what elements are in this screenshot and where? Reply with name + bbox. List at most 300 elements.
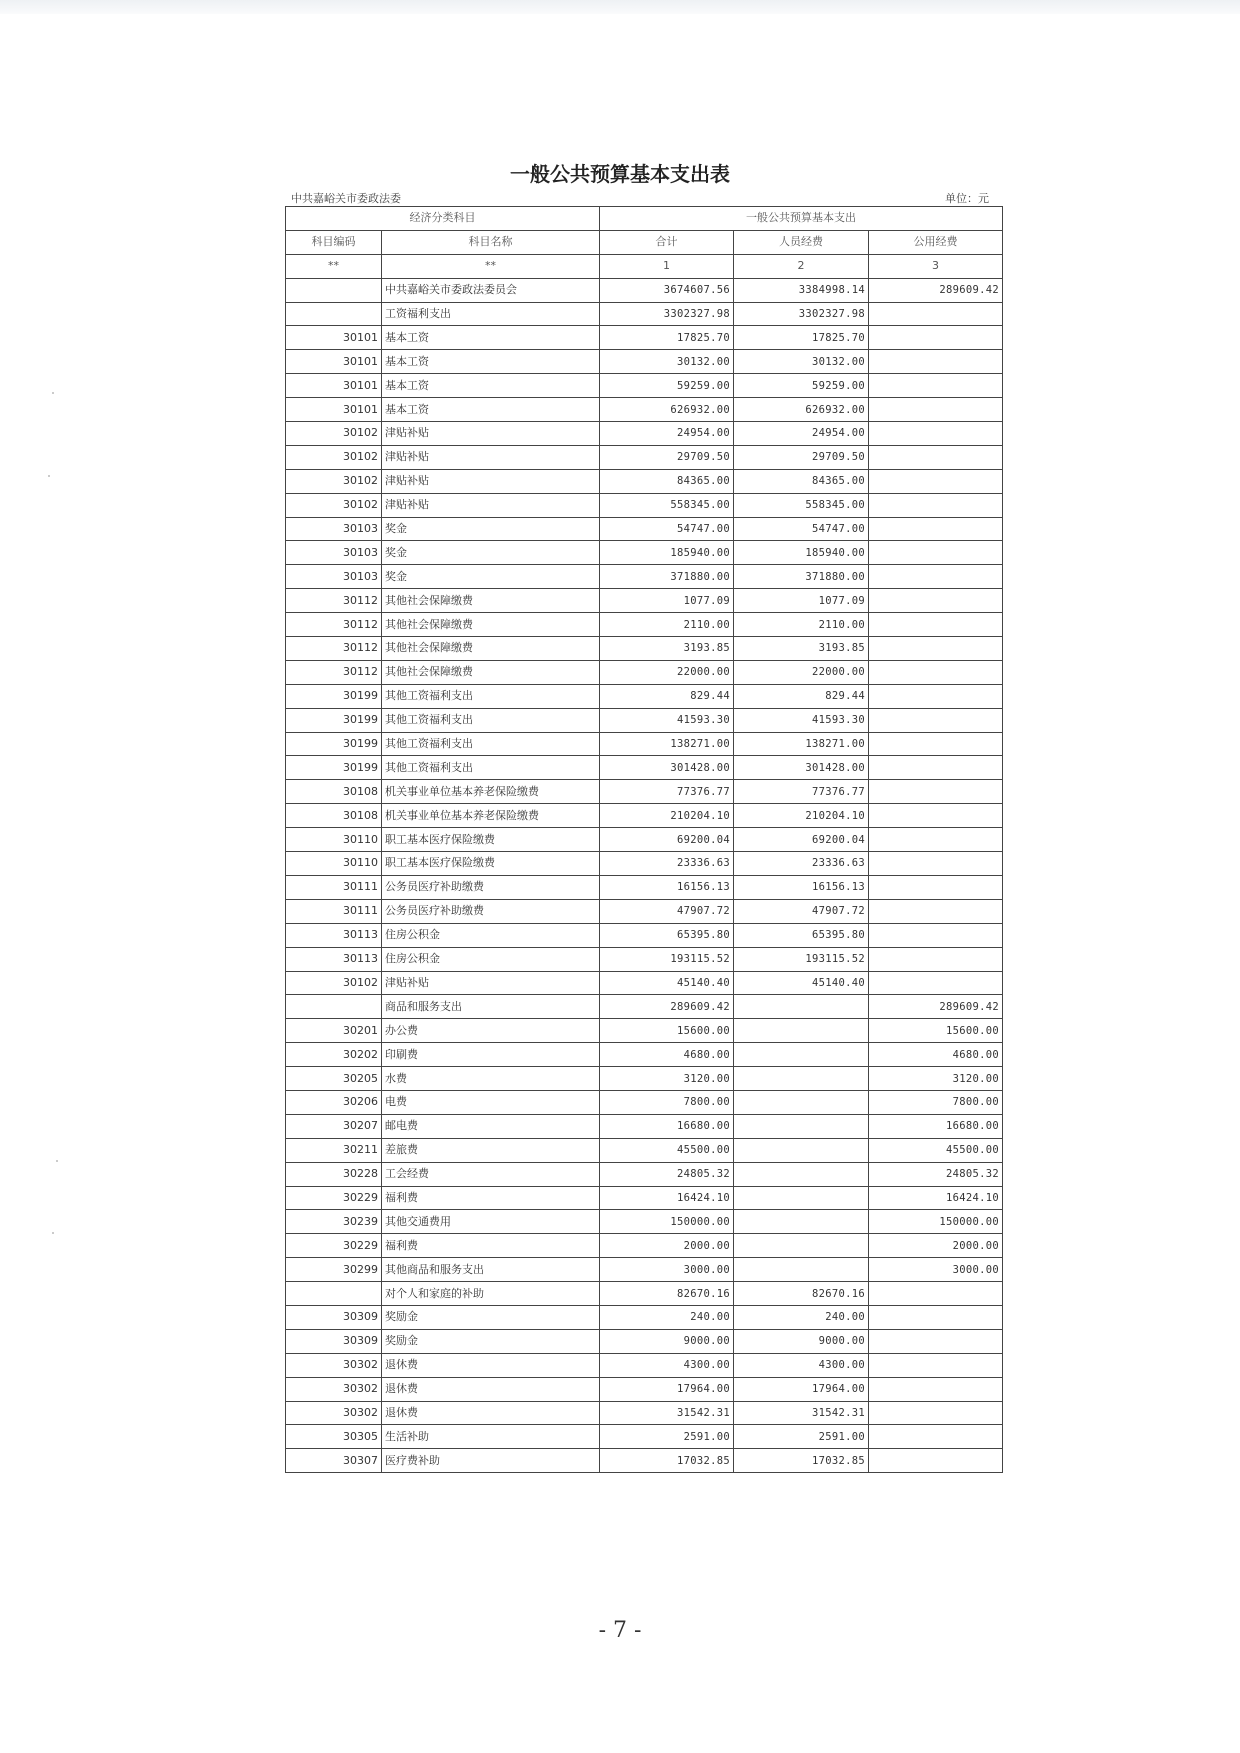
row-code: 30112	[286, 613, 382, 637]
row-code: 30113	[286, 947, 382, 971]
row-total: 54747.00	[600, 517, 734, 541]
row-public: 24805.32	[869, 1162, 1003, 1186]
row-code: 30299	[286, 1258, 382, 1282]
row-public	[869, 732, 1003, 756]
row-total: 210204.10	[600, 804, 734, 828]
header-row-group	[286, 207, 1003, 231]
row-public	[869, 565, 1003, 589]
row-public	[869, 589, 1003, 613]
index-total: 1	[600, 254, 734, 278]
scan-edge	[0, 0, 1240, 14]
row-personnel: 558345.00	[734, 493, 869, 517]
row-code: 30229	[286, 1186, 382, 1210]
row-total: 371880.00	[600, 565, 734, 589]
row-code: 30110	[286, 828, 382, 852]
row-name: 津贴补贴	[382, 971, 600, 995]
row-personnel: 16156.13	[734, 875, 869, 899]
row-code: 30101	[286, 326, 382, 350]
row-code: 30309	[286, 1329, 382, 1353]
header-general-budget: 一般公共预算基本支出	[600, 207, 1003, 231]
row-personnel: 138271.00	[734, 732, 869, 756]
row-name: 其他工资福利支出	[382, 708, 600, 732]
row-name: 对个人和家庭的补助	[382, 1282, 600, 1306]
row-total: 193115.52	[600, 947, 734, 971]
row-public	[869, 756, 1003, 780]
row-total: 29709.50	[600, 445, 734, 469]
row-total: 77376.77	[600, 780, 734, 804]
table-row	[286, 708, 1003, 732]
table-row	[286, 1305, 1003, 1329]
row-code: 30302	[286, 1377, 382, 1401]
row-personnel: 77376.77	[734, 780, 869, 804]
table-row	[286, 302, 1003, 326]
row-personnel: 626932.00	[734, 398, 869, 422]
row-personnel: 22000.00	[734, 660, 869, 684]
table-row	[286, 1353, 1003, 1377]
row-public	[869, 302, 1003, 326]
row-public: 2000.00	[869, 1234, 1003, 1258]
row-name: 其他交通费用	[382, 1210, 600, 1234]
row-public	[869, 398, 1003, 422]
row-name: 公务员医疗补助缴费	[382, 899, 600, 923]
row-public	[869, 708, 1003, 732]
row-personnel: 3193.85	[734, 637, 869, 661]
row-name: 其他社会保障缴费	[382, 637, 600, 661]
table-row	[286, 422, 1003, 446]
index-name: **	[382, 254, 600, 278]
row-name: 医疗费补助	[382, 1449, 600, 1473]
row-code: 30199	[286, 756, 382, 780]
row-name: 津贴补贴	[382, 493, 600, 517]
table-row	[286, 565, 1003, 589]
row-public	[869, 684, 1003, 708]
row-total: 17032.85	[600, 1449, 734, 1473]
row-name: 奖金	[382, 517, 600, 541]
row-name: 办公费	[382, 1019, 600, 1043]
table-row	[286, 1043, 1003, 1067]
row-code: 30302	[286, 1401, 382, 1425]
row-name: 其他商品和服务支出	[382, 1258, 600, 1282]
header-personnel: 人员经费	[734, 230, 869, 254]
row-public	[869, 780, 1003, 804]
table-row	[286, 517, 1003, 541]
row-name: 公务员医疗补助缴费	[382, 875, 600, 899]
table-row	[286, 326, 1003, 350]
row-total: 4300.00	[600, 1353, 734, 1377]
row-name: 职工基本医疗保险缴费	[382, 852, 600, 876]
row-total: 16680.00	[600, 1114, 734, 1138]
row-public	[869, 1282, 1003, 1306]
row-name: 福利费	[382, 1186, 600, 1210]
row-total: 3000.00	[600, 1258, 734, 1282]
table-row	[286, 1234, 1003, 1258]
index-code: **	[286, 254, 382, 278]
row-code: 30305	[286, 1425, 382, 1449]
row-total: 24954.00	[600, 422, 734, 446]
index-personnel: 2	[734, 254, 869, 278]
table-row	[286, 637, 1003, 661]
row-code: 30228	[286, 1162, 382, 1186]
row-name: 退休费	[382, 1401, 600, 1425]
row-personnel: 31542.31	[734, 1401, 869, 1425]
table-row	[286, 852, 1003, 876]
table-body	[286, 278, 1003, 1473]
row-public: 7800.00	[869, 1090, 1003, 1114]
table-row	[286, 1067, 1003, 1091]
row-personnel: 17032.85	[734, 1449, 869, 1473]
row-personnel: 84365.00	[734, 469, 869, 493]
row-public	[869, 875, 1003, 899]
row-name: 其他社会保障缴费	[382, 613, 600, 637]
row-name: 住房公积金	[382, 923, 600, 947]
row-name: 其他工资福利支出	[382, 684, 600, 708]
row-total: 240.00	[600, 1305, 734, 1329]
row-name: 基本工资	[382, 398, 600, 422]
table-row	[286, 995, 1003, 1019]
row-personnel	[734, 1186, 869, 1210]
row-personnel: 29709.50	[734, 445, 869, 469]
row-name: 邮电费	[382, 1114, 600, 1138]
row-name: 其他社会保障缴费	[382, 589, 600, 613]
table-row	[286, 971, 1003, 995]
table-row	[286, 684, 1003, 708]
row-code: 30102	[286, 493, 382, 517]
row-total: 59259.00	[600, 374, 734, 398]
row-personnel: 17964.00	[734, 1377, 869, 1401]
row-name: 福利费	[382, 1234, 600, 1258]
row-total: 3193.85	[600, 637, 734, 661]
row-code: 30112	[286, 637, 382, 661]
scan-speck	[48, 475, 50, 477]
row-public	[869, 422, 1003, 446]
row-code: 30108	[286, 780, 382, 804]
scan-speck	[56, 1160, 58, 1162]
row-total: 829.44	[600, 684, 734, 708]
row-code: 30202	[286, 1043, 382, 1067]
row-total: 289609.42	[600, 995, 734, 1019]
row-name: 中共嘉峪关市委政法委员会	[382, 278, 600, 302]
row-public	[869, 828, 1003, 852]
row-code: 30199	[286, 708, 382, 732]
table-row	[286, 541, 1003, 565]
table-row	[286, 374, 1003, 398]
row-personnel	[734, 1258, 869, 1282]
row-code: 30101	[286, 398, 382, 422]
row-name: 生活补助	[382, 1425, 600, 1449]
row-total: 150000.00	[600, 1210, 734, 1234]
table-row	[286, 660, 1003, 684]
table-row	[286, 1019, 1003, 1043]
row-public	[869, 1449, 1003, 1473]
row-code	[286, 1282, 382, 1306]
row-personnel: 2591.00	[734, 1425, 869, 1449]
table-row	[286, 589, 1003, 613]
row-total: 45140.40	[600, 971, 734, 995]
row-name: 奖励金	[382, 1305, 600, 1329]
table-row	[286, 780, 1003, 804]
row-personnel	[734, 1114, 869, 1138]
row-public	[869, 469, 1003, 493]
row-personnel: 17825.70	[734, 326, 869, 350]
row-personnel	[734, 1162, 869, 1186]
row-name: 津贴补贴	[382, 445, 600, 469]
row-public: 3120.00	[869, 1067, 1003, 1091]
row-code: 30103	[286, 565, 382, 589]
row-total: 82670.16	[600, 1282, 734, 1306]
row-public	[869, 517, 1003, 541]
row-public: 289609.42	[869, 995, 1003, 1019]
row-code: 30307	[286, 1449, 382, 1473]
table-row	[286, 1186, 1003, 1210]
row-code: 30239	[286, 1210, 382, 1234]
row-public	[869, 1305, 1003, 1329]
row-total: 4680.00	[600, 1043, 734, 1067]
row-code: 30199	[286, 684, 382, 708]
row-code: 30108	[286, 804, 382, 828]
row-total: 9000.00	[600, 1329, 734, 1353]
row-personnel: 240.00	[734, 1305, 869, 1329]
row-personnel	[734, 1019, 869, 1043]
row-public	[869, 1377, 1003, 1401]
table-row	[286, 1138, 1003, 1162]
table-row	[286, 1401, 1003, 1425]
row-name: 基本工资	[382, 326, 600, 350]
row-public	[869, 660, 1003, 684]
row-total: 185940.00	[600, 541, 734, 565]
index-public: 3	[869, 254, 1003, 278]
row-code: 30309	[286, 1305, 382, 1329]
table-row	[286, 469, 1003, 493]
row-total: 65395.80	[600, 923, 734, 947]
table-row	[286, 875, 1003, 899]
row-personnel	[734, 1067, 869, 1091]
row-public	[869, 541, 1003, 565]
row-personnel: 82670.16	[734, 1282, 869, 1306]
table-row	[286, 1425, 1003, 1449]
table-row	[286, 1282, 1003, 1306]
row-total: 24805.32	[600, 1162, 734, 1186]
row-total: 15600.00	[600, 1019, 734, 1043]
row-code: 30103	[286, 517, 382, 541]
row-name: 差旅费	[382, 1138, 600, 1162]
row-public	[869, 947, 1003, 971]
row-total: 2000.00	[600, 1234, 734, 1258]
row-public	[869, 804, 1003, 828]
row-total: 45500.00	[600, 1138, 734, 1162]
unit-label: 单位：元	[945, 192, 989, 205]
row-code: 30103	[286, 541, 382, 565]
row-personnel	[734, 1138, 869, 1162]
row-name: 商品和服务支出	[382, 995, 600, 1019]
row-personnel: 301428.00	[734, 756, 869, 780]
table-row	[286, 1090, 1003, 1114]
row-code	[286, 302, 382, 326]
table-row	[286, 1449, 1003, 1473]
row-code: 30201	[286, 1019, 382, 1043]
row-name: 基本工资	[382, 374, 600, 398]
row-code: 30112	[286, 589, 382, 613]
row-personnel: 69200.04	[734, 828, 869, 852]
row-public: 45500.00	[869, 1138, 1003, 1162]
row-public	[869, 1329, 1003, 1353]
row-public	[869, 852, 1003, 876]
row-name: 水费	[382, 1067, 600, 1091]
row-name: 工会经费	[382, 1162, 600, 1186]
row-total: 2110.00	[600, 613, 734, 637]
table-row	[286, 1377, 1003, 1401]
row-public: 15600.00	[869, 1019, 1003, 1043]
row-name: 其他社会保障缴费	[382, 660, 600, 684]
row-personnel	[734, 1210, 869, 1234]
row-personnel: 3384998.14	[734, 278, 869, 302]
row-name: 基本工资	[382, 350, 600, 374]
row-total: 16424.10	[600, 1186, 734, 1210]
row-personnel: 210204.10	[734, 804, 869, 828]
row-name: 奖金	[382, 541, 600, 565]
row-name: 工资福利支出	[382, 302, 600, 326]
table-row	[286, 828, 1003, 852]
row-code: 30206	[286, 1090, 382, 1114]
scan-speck	[52, 392, 54, 394]
row-public	[869, 1401, 1003, 1425]
row-name: 津贴补贴	[382, 422, 600, 446]
row-personnel	[734, 1043, 869, 1067]
budget-table	[285, 206, 1003, 1473]
row-personnel: 59259.00	[734, 374, 869, 398]
row-code: 30199	[286, 732, 382, 756]
row-total: 3302327.98	[600, 302, 734, 326]
row-personnel: 24954.00	[734, 422, 869, 446]
table-row	[286, 493, 1003, 517]
table-row	[286, 756, 1003, 780]
row-total: 1077.09	[600, 589, 734, 613]
row-personnel: 41593.30	[734, 708, 869, 732]
row-personnel: 371880.00	[734, 565, 869, 589]
row-name: 住房公积金	[382, 947, 600, 971]
row-public	[869, 326, 1003, 350]
row-total: 17964.00	[600, 1377, 734, 1401]
table-row	[286, 947, 1003, 971]
row-total: 138271.00	[600, 732, 734, 756]
row-total: 31542.31	[600, 1401, 734, 1425]
page-title: 一般公共预算基本支出表	[510, 162, 730, 186]
row-personnel: 9000.00	[734, 1329, 869, 1353]
header-name: 科目名称	[382, 230, 600, 254]
row-code: 30101	[286, 374, 382, 398]
row-public	[869, 899, 1003, 923]
row-personnel: 4300.00	[734, 1353, 869, 1377]
row-code: 30207	[286, 1114, 382, 1138]
header-economic-category: 经济分类科目	[286, 207, 600, 231]
row-code: 30113	[286, 923, 382, 947]
row-name: 电费	[382, 1090, 600, 1114]
table-row	[286, 1114, 1003, 1138]
page-number: - 7 -	[598, 1618, 642, 1643]
row-public	[869, 971, 1003, 995]
row-total: 17825.70	[600, 326, 734, 350]
row-personnel: 3302327.98	[734, 302, 869, 326]
row-personnel: 829.44	[734, 684, 869, 708]
table-row	[286, 613, 1003, 637]
table-row	[286, 445, 1003, 469]
row-code: 30205	[286, 1067, 382, 1091]
row-code: 30229	[286, 1234, 382, 1258]
table-row	[286, 732, 1003, 756]
row-personnel	[734, 1234, 869, 1258]
row-name: 其他工资福利支出	[382, 756, 600, 780]
row-public	[869, 1353, 1003, 1377]
header-code: 科目编码	[286, 230, 382, 254]
row-code: 30102	[286, 422, 382, 446]
row-public	[869, 923, 1003, 947]
header-total: 合计	[600, 230, 734, 254]
organization-name: 中共嘉峪关市委政法委	[291, 192, 401, 205]
table-row	[286, 1162, 1003, 1186]
row-personnel	[734, 1090, 869, 1114]
row-total: 16156.13	[600, 875, 734, 899]
row-public: 150000.00	[869, 1210, 1003, 1234]
row-name: 印刷费	[382, 1043, 600, 1067]
row-public: 4680.00	[869, 1043, 1003, 1067]
row-personnel: 47907.72	[734, 899, 869, 923]
row-name: 退休费	[382, 1353, 600, 1377]
row-name: 奖励金	[382, 1329, 600, 1353]
row-name: 职工基本医疗保险缴费	[382, 828, 600, 852]
row-name: 机关事业单位基本养老保险缴费	[382, 780, 600, 804]
row-name: 其他工资福利支出	[382, 732, 600, 756]
table-row	[286, 1329, 1003, 1353]
row-code: 30102	[286, 971, 382, 995]
table-row	[286, 804, 1003, 828]
row-total: 558345.00	[600, 493, 734, 517]
row-total: 23336.63	[600, 852, 734, 876]
row-public	[869, 445, 1003, 469]
table-row	[286, 1210, 1003, 1234]
row-code: 30302	[286, 1353, 382, 1377]
row-total: 3120.00	[600, 1067, 734, 1091]
row-public: 16680.00	[869, 1114, 1003, 1138]
row-total: 7800.00	[600, 1090, 734, 1114]
row-name: 津贴补贴	[382, 469, 600, 493]
row-total: 301428.00	[600, 756, 734, 780]
row-total: 30132.00	[600, 350, 734, 374]
header-row-index	[286, 254, 1003, 278]
row-total: 41593.30	[600, 708, 734, 732]
row-personnel: 45140.40	[734, 971, 869, 995]
row-code: 30111	[286, 899, 382, 923]
row-name: 机关事业单位基本养老保险缴费	[382, 804, 600, 828]
row-code: 30110	[286, 852, 382, 876]
row-code: 30112	[286, 660, 382, 684]
header-public: 公用经费	[869, 230, 1003, 254]
table-row	[286, 923, 1003, 947]
row-name: 退休费	[382, 1377, 600, 1401]
row-total: 47907.72	[600, 899, 734, 923]
row-total: 3674607.56	[600, 278, 734, 302]
row-code	[286, 278, 382, 302]
row-total: 22000.00	[600, 660, 734, 684]
table-row	[286, 899, 1003, 923]
row-public	[869, 493, 1003, 517]
row-personnel: 23336.63	[734, 852, 869, 876]
header-row-columns	[286, 230, 1003, 254]
row-public: 3000.00	[869, 1258, 1003, 1282]
row-personnel	[734, 995, 869, 1019]
row-code: 30102	[286, 469, 382, 493]
table-row	[286, 398, 1003, 422]
row-public	[869, 637, 1003, 661]
row-personnel: 2110.00	[734, 613, 869, 637]
